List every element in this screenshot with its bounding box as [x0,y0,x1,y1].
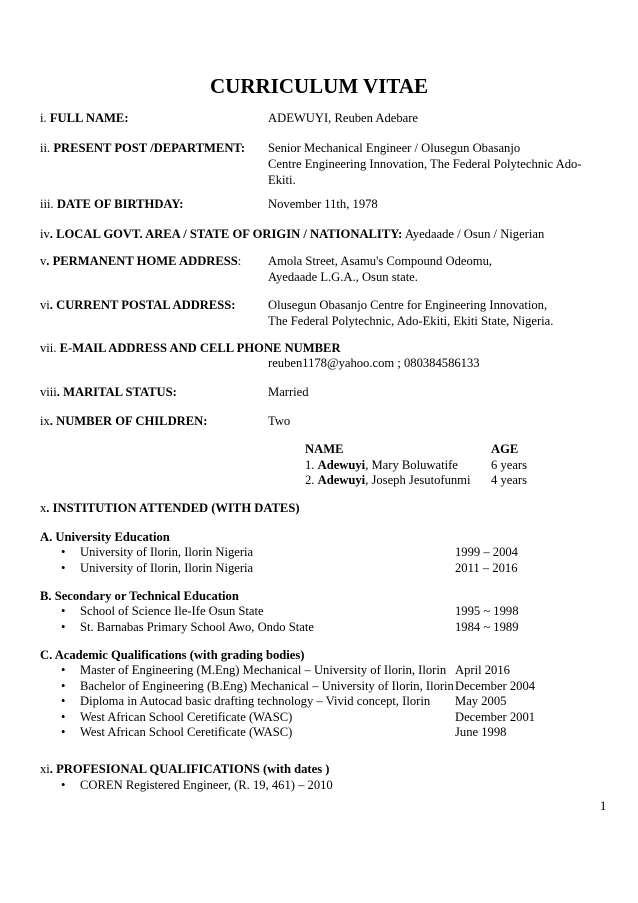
item-number: iv [40,227,50,241]
list-item-date: April 2016 [455,663,510,677]
list-item: School of Science Ile-Ife Osun State [80,604,264,618]
item-number: x [40,501,47,515]
postal-address-line: Olusegun Obasanjo Centre for Engineering Innovation, [268,298,548,312]
bullet: • [61,561,66,575]
academic-heading: C. Academic Qualifications (with grading bodies) [40,648,305,662]
institutions-heading [40,500,300,516]
dob-label [40,196,184,212]
label-text: E-MAIL ADDRESS AND CELL PHONE NUMBER [56,341,341,355]
list-item: Bachelor of Engineering (B.Eng) Mechanical – University of Ilorin, Ilorin [80,679,454,693]
label-text: DATE OF BIRTHDAY: [56,197,184,211]
item-number: ii. [40,141,51,155]
home-address-label [40,253,241,269]
present-post-line: Ekiti. [268,173,296,187]
list-item: COREN Registered Engineer, (R. 19, 461) – 2010 [80,778,333,792]
label-text: . NUMBER OF CHILDREN: [49,414,208,428]
list-item: University of Ilorin, Ilorin Nigeria [80,561,254,575]
item-number: vi [40,298,50,312]
university-heading: A. University Education [40,530,170,544]
label-colon: : [237,254,242,268]
bullet: • [61,710,66,724]
children-value: Two [268,414,291,428]
list-item: St. Barnabas Primary School Awo, Ondo State [80,620,314,634]
present-post-line: Centre Engineering Innovation, The Federal Polytechnic Ado- [268,157,582,171]
full-name-value: ADEWUYI, Reuben Adebare [268,111,419,125]
item-number: v [40,254,47,268]
origin-line [40,226,544,242]
item-number: viii [40,385,57,399]
children-age-header: AGE [491,442,519,456]
bullet: • [61,778,66,792]
page-number: 1 [600,799,607,813]
children-label [40,413,207,429]
bullet: • [61,694,66,708]
list-item-date: December 2001 [455,710,536,724]
home-address-line: Ayedaade L.G.A., Osun state. [268,270,418,284]
list-item: West African School Ceretificate (WASC) [80,725,293,739]
children-name-header: NAME [305,442,344,456]
item-number: i. [40,111,47,125]
label-text: . INSTITUTION ATTENDED (WITH DATES) [46,501,300,515]
item-number: iii. [40,197,54,211]
origin-value: Ayedaade / Osun / Nigerian [402,227,545,241]
marital-label [40,384,177,400]
postal-address-label [40,297,235,313]
list-item-date: 1999 – 2004 [455,545,518,559]
list-item-date: December 2004 [455,679,536,693]
label-text: . PROFESIONAL QUALIFICATIONS (with dates ) [49,762,330,776]
professional-heading [40,761,329,777]
dob-value: November 11th, 1978 [268,197,378,211]
present-post-line: Senior Mechanical Engineer / Olusegun Obasanjo [268,141,521,155]
list-item: Master of Engineering (M.Eng) Mechanical – University of Ilorin, Ilorin [80,663,447,677]
bullet: • [61,620,66,634]
bullet: • [61,725,66,739]
list-item-date: 1984 ~ 1989 [455,620,519,634]
list-item: Diploma in Autocad basic drafting technology – Vivid concept, Ilorin [80,694,431,708]
present-post-label [40,140,245,156]
email-value: reuben1178@yahoo.com ; 080384586133 [268,356,480,370]
home-address-line: Amola Street, Asamu's Compound Odeomu, [268,254,493,268]
label-text: PRESENT POST /DEPARTMENT: [53,141,246,155]
bullet: • [61,663,66,677]
item-number: ix [40,414,50,428]
list-item-date: June 1998 [455,725,507,739]
item-number: xi [40,762,50,776]
secondary-heading: B. Secondary or Technical Education [40,589,239,603]
list-item: West African School Ceretificate (WASC) [80,710,293,724]
marital-value: Married [268,385,309,399]
label-text: . CURRENT POSTAL ADDRESS: [49,298,236,312]
list-item: University of Ilorin, Ilorin Nigeria [80,545,254,559]
label-text: . PERMANENT HOME ADDRESS [46,254,238,268]
label-text: FULL NAME: [49,111,129,125]
page-title: CURRICULUM VITAE [210,74,428,98]
list-item-date: May 2005 [455,694,507,708]
item-number: vii. [40,341,57,355]
bullet: • [61,679,66,693]
label-text: . LOCAL GOVT. AREA / STATE OF ORIGIN / NATIONALITY: [49,227,403,241]
child-row-name: 1. Adewuyi, Mary Boluwatife [305,458,458,472]
bullet: • [61,545,66,559]
bullet: • [61,604,66,618]
child-row-name: 2. Adewuyi, Joseph Jesutofunmi [305,473,471,487]
list-item-date: 1995 ~ 1998 [455,604,519,618]
child-row-age: 6 years [491,458,528,472]
child-surname: Adewuyi [317,473,366,487]
list-item-date: 2011 – 2016 [455,561,518,575]
child-surname: Adewuyi [317,458,366,472]
label-text: . MARITAL STATUS: [56,385,177,399]
email-label [40,340,341,356]
full-name-label [40,110,129,126]
postal-address-line: The Federal Polytechnic, Ado-Ekiti, Ekiti State, Nigeria. [268,314,554,328]
child-row-age: 4 years [491,473,528,487]
